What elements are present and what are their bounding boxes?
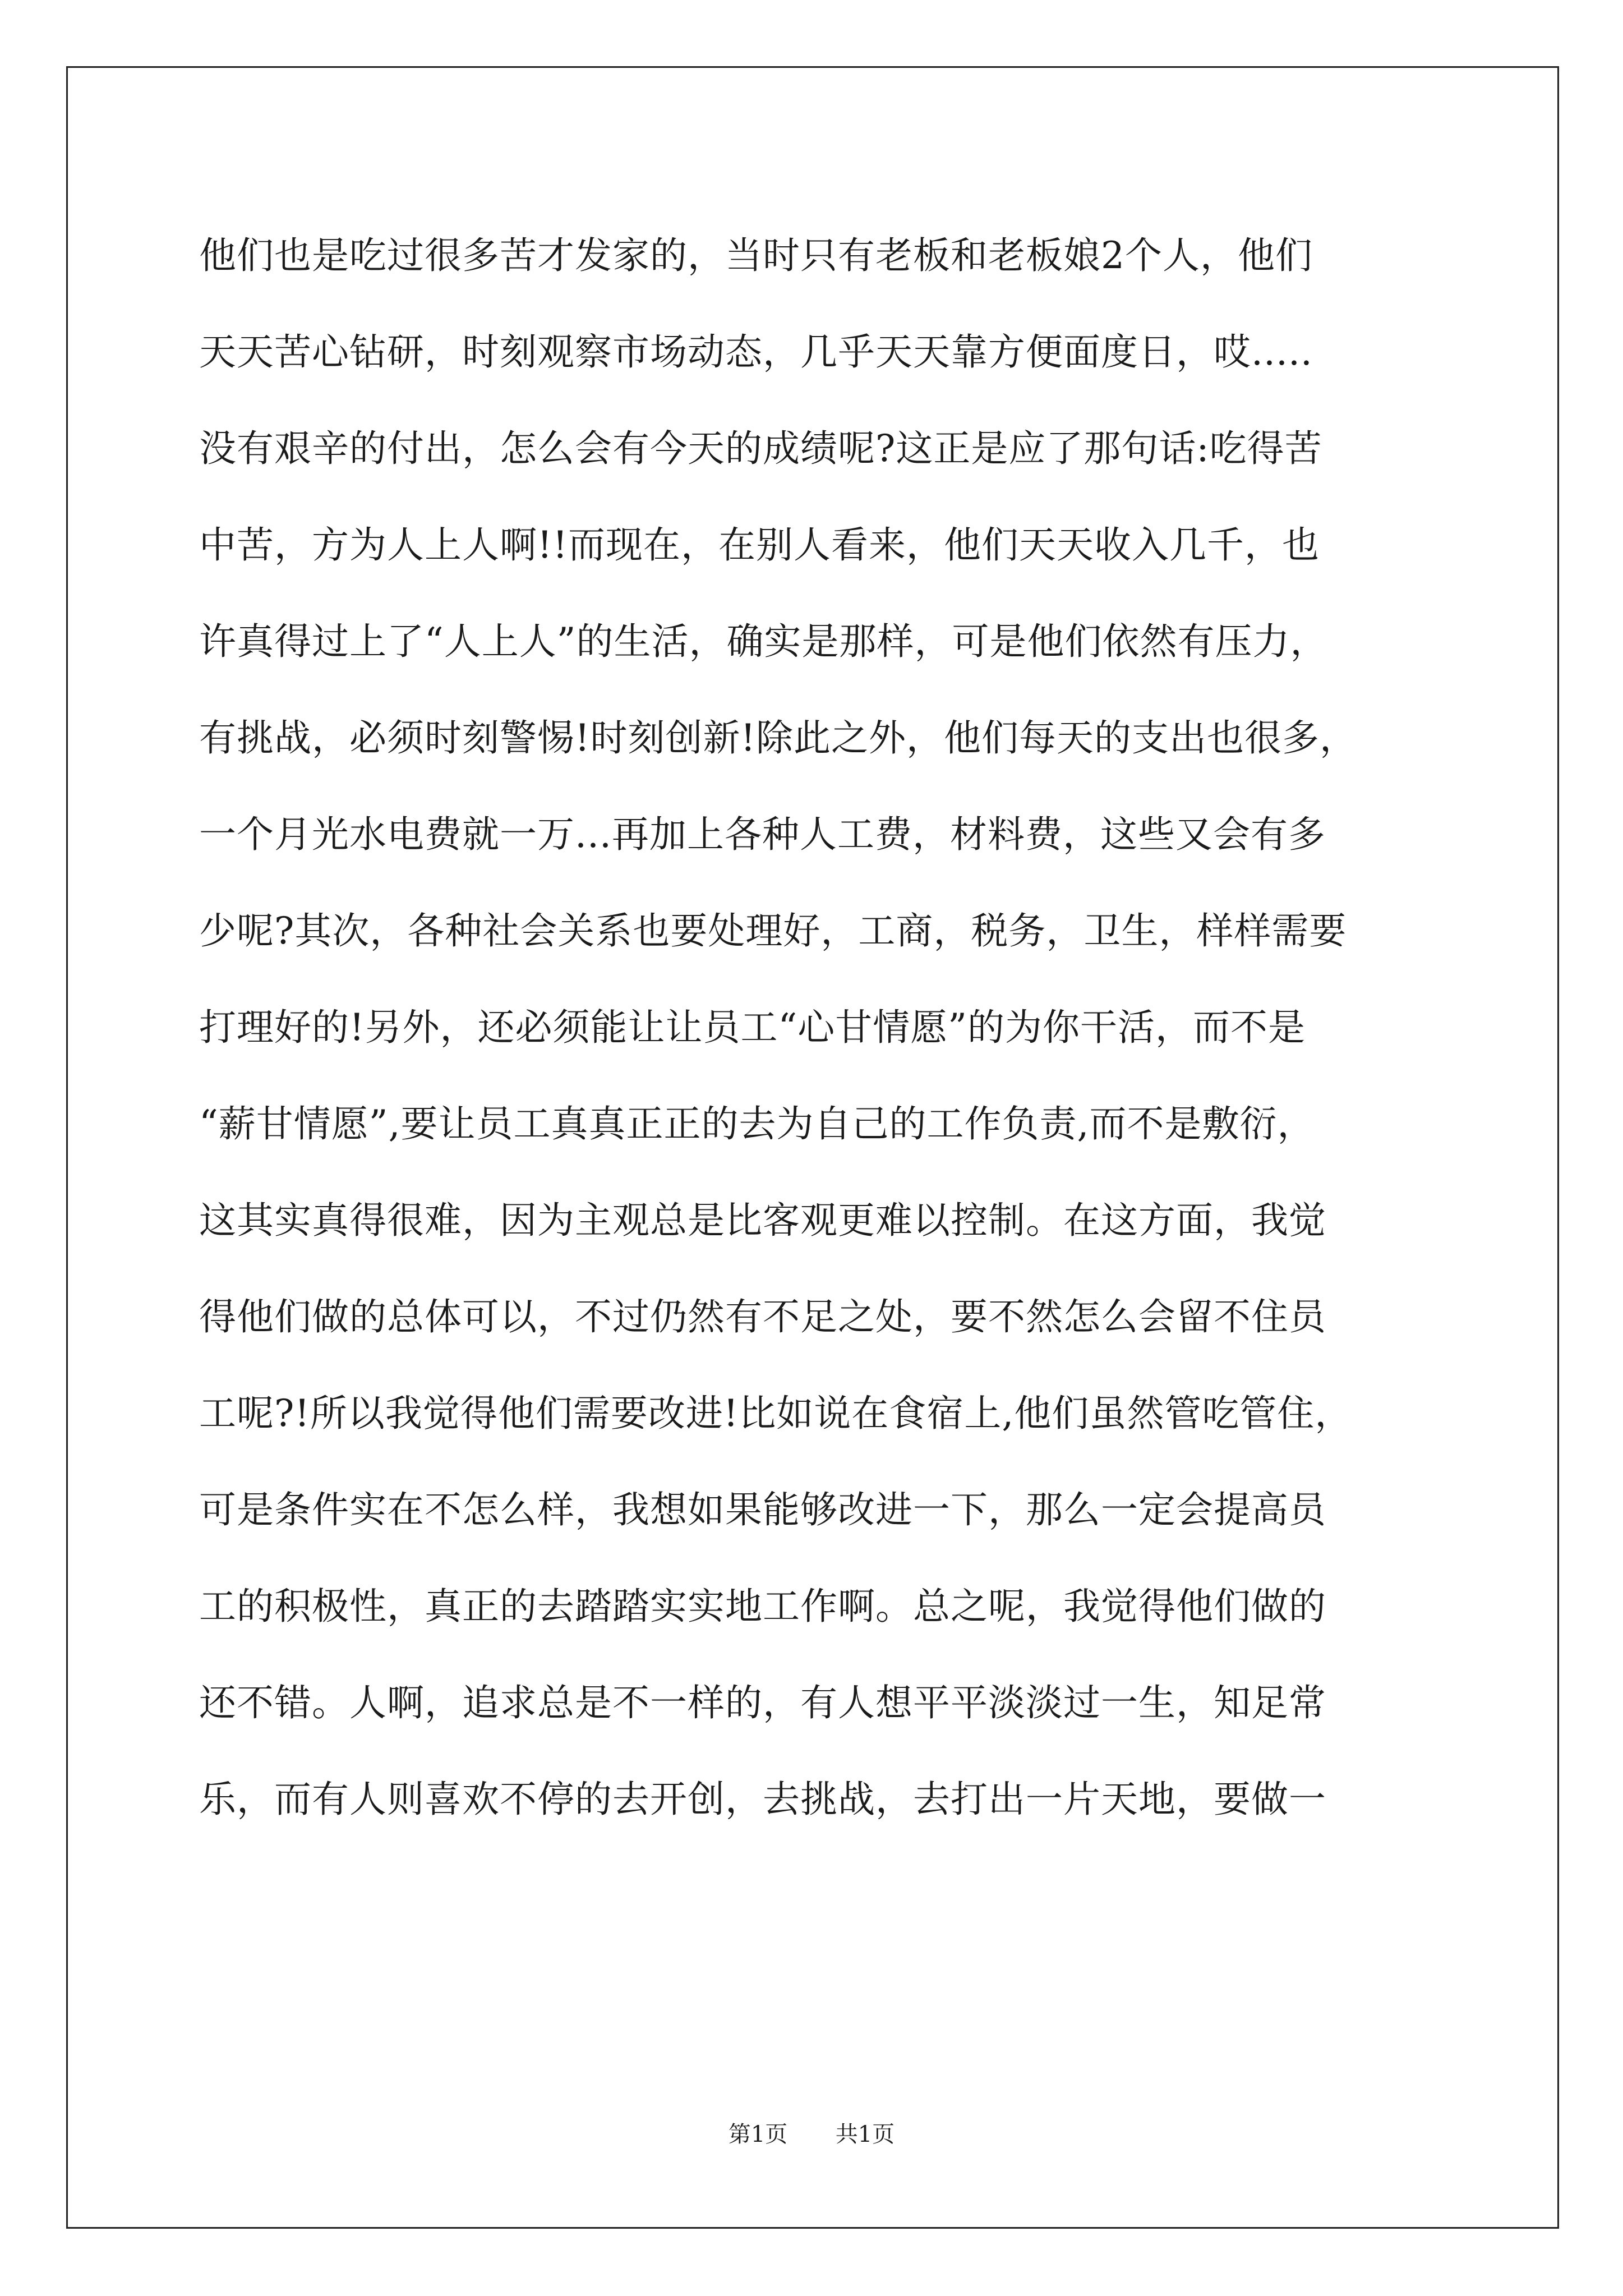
text-line: 工呢?!所以我觉得他们需要改进!比如说在食宿上,他们虽然管吃管住， xyxy=(199,1392,1353,1435)
page-number-current: 第1页 xyxy=(728,2122,788,2147)
text-line: 少呢?其次，各种社会关系也要处理好，工商，税务，卫生，样样需要 xyxy=(199,909,1347,953)
text-line: 中苦，方为人上人啊!!而现在，在别人看来，他们天天收入几千，也 xyxy=(199,523,1320,567)
text-line: 得他们做的总体可以，不过仍然有不足之处，要不然怎么会留不住员 xyxy=(199,1295,1326,1338)
text-line: 工的积极性，真正的去踏踏实实地工作啊。总之呢，我觉得他们做的 xyxy=(199,1585,1326,1628)
text-line: “薪甘情愿”,要让员工真真正正的去为自己的工作负责,而不是敷衍， xyxy=(199,1102,1315,1145)
page-number-total: 共1页 xyxy=(835,2122,895,2147)
document-body xyxy=(199,208,1433,1848)
text-line: 乐，而有人则喜欢不停的去开创，去挑战，去打出一片天地，要做一 xyxy=(199,1778,1326,1821)
page-footer xyxy=(0,2118,1623,2151)
text-line: 有挑战，必须时刻警惕!时刻创新!除此之外，他们每天的支出也很多， xyxy=(199,716,1358,760)
text-line: 没有艰辛的付出，怎么会有今天的成绩呢?这正是应了那句话:吃得苦 xyxy=(199,427,1322,470)
text-line: 他们也是吃过很多苦才发家的，当时只有老板和老板娘2个人，他们 xyxy=(199,234,1313,277)
text-line: 天天苦心钻研，时刻观察市场动态，几乎天天靠方便面度日，哎..... xyxy=(199,330,1313,374)
text-line: 可是条件实在不怎么样，我想如果能够改进一下，那么一定会提高员 xyxy=(199,1488,1326,1531)
text-line: 还不错。人啊，追求总是不一样的，有人想平平淡淡过一生，知足常 xyxy=(199,1681,1326,1724)
text-line: 这其实真得很难，因为主观总是比客观更难以控制。在这方面，我觉 xyxy=(199,1199,1326,1242)
text-line: 打理好的!另外，还必须能让让员工“心甘情愿”的为你干活，而不是 xyxy=(199,1006,1306,1049)
text-line: 许真得过上了“人上人”的生活，确实是那样，可是他们依然有压力， xyxy=(199,620,1328,663)
text-line: 一个月光水电费就一万...再加上各种人工费，材料费，这些又会有多 xyxy=(199,813,1326,856)
